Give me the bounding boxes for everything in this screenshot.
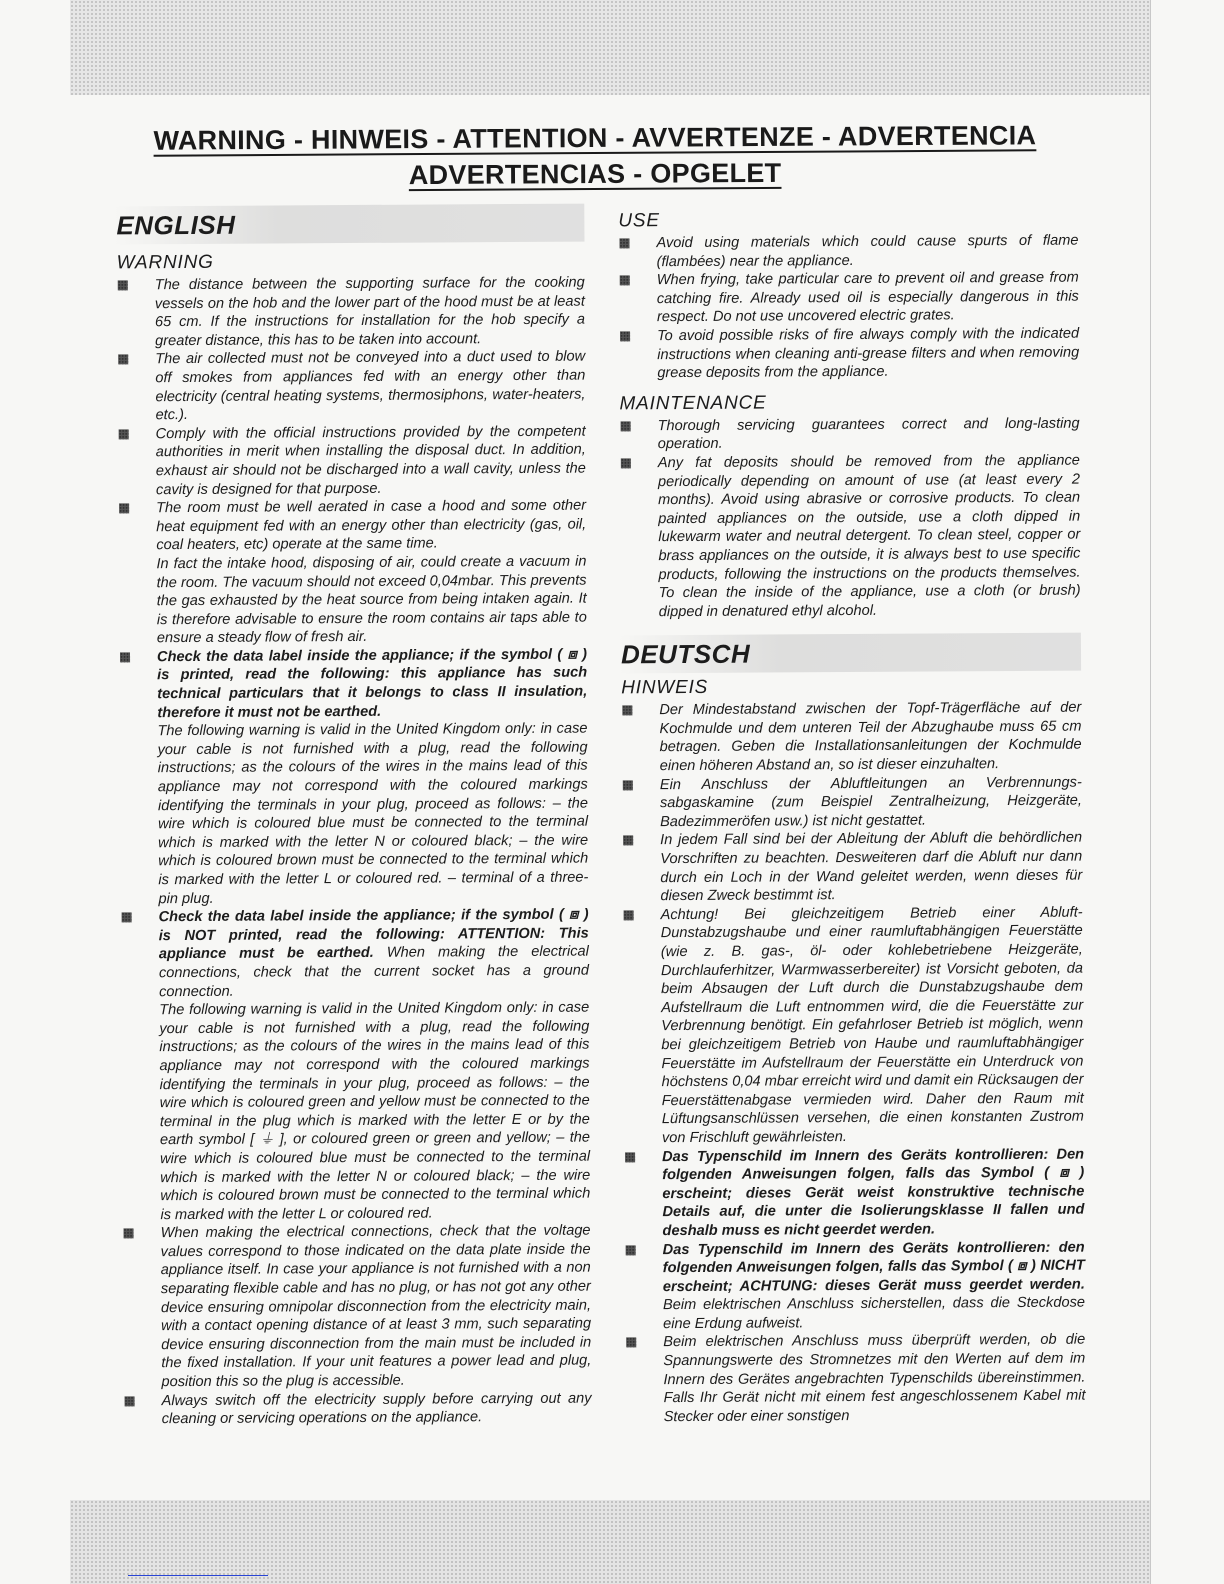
square-bullet-icon bbox=[621, 458, 631, 468]
item-paragraph bbox=[659, 699, 1081, 776]
square-bullet-icon bbox=[120, 652, 130, 662]
list-item bbox=[116, 422, 586, 499]
square-bullet-icon bbox=[122, 913, 132, 923]
square-bullet-icon bbox=[621, 421, 631, 431]
item-text: The distance between the supporting surface for the cooking vessels on the hob and the lower part of the hood must be at least 65 cm. If the instructions for installation for the hob specify a greater distance, this has to be taken into account. bbox=[154, 274, 586, 349]
item-text: Beim elektrischen Anschluss muss überprüft werden, ob die Spannungswerte des Stromnetzes mit den Werten auf dem im Innern des Gerätes angebrachten Typenschilds übereinstimmen. Falls Ihr Gerät nicht mit einem fest angeschlossenem Kabel mit Stecker oder einer sonstigen bbox=[663, 1332, 1086, 1425]
list-item bbox=[119, 906, 591, 1225]
list-item bbox=[616, 232, 1078, 272]
list-item bbox=[618, 414, 1080, 454]
item-text: To avoid possible risks of fire always comply with the indicated instructions when cleaning anti-grease filters and when removing grease deposits from the appliance. bbox=[657, 325, 1080, 382]
item-text: When frying, take particular care to prevent oil and grease from catching fire. Already used oil is especially dangerous in this respect. Do not use uncovered electric grates. bbox=[656, 269, 1079, 326]
list-item bbox=[116, 497, 587, 649]
item-bold-text: Check the data label inside the appliance; if the symbol ( ⧈ ) is printed, read the following: this appliance has such technical particulars that it belongs to class II insulation, therefore it must not be earthed. bbox=[156, 646, 588, 721]
item-text: Avoid using materials which could cause spurts of flame (flambées) near the appliance. bbox=[656, 232, 1079, 270]
square-bullet-icon bbox=[119, 503, 129, 513]
scan-noise-top bbox=[70, 0, 1150, 95]
item-bold-text: Das Typenschild im Innern des Geräts kontrollieren: den folgenden Anweisungen folgen, falls das Symbol ( ⧈ ) NICHT erscheint; ACHTUNG: dieses Gerät muss geerdet werden. bbox=[662, 1239, 1085, 1295]
item-text: When making the electrical connections, check that the voltage values correspond to those indicated on the data plate inside the appliance itself. In case your appliance is not furnished with a non separating flexible cable and has no plug, or has not got any other device ensuring omnipolar disconnection from the electricity main, with a contact opening distance of at least 3 mm, such separating device ensuring disconnection from the main must be included in the fixed installation. If your unit features a power lead and plug, position this so the plug is accessible. bbox=[160, 1222, 592, 1391]
item-text: The room must be well aerated in case a hood and some other heat equipment fed with an energy other than electricity (gas, oil, coal heaters, etc) operate at the same time. bbox=[156, 497, 587, 554]
list-item bbox=[117, 645, 589, 908]
item-paragraph bbox=[658, 414, 1080, 454]
list-item bbox=[122, 1389, 592, 1429]
item-paragraph bbox=[656, 232, 1078, 272]
list-item bbox=[623, 1238, 1086, 1334]
item-text: Comply with the official instructions provided by the competent authorities in merit when installing the disposal duct. In addition, exhaust air should not be discharged into a wall cavity, unless the cavity is designed for that purpose. bbox=[155, 423, 586, 498]
item-paragraph bbox=[662, 1145, 1085, 1241]
page-title bbox=[90, 117, 1100, 195]
list-item bbox=[115, 348, 585, 425]
item-text: In jedem Fall sind bei der Ableitung der Abluft die behördlichen Vorschriften zu beachten. Desweiteren darf die Abluft nur dann durch ein Loch in der Wand geleitet werden, wenn dieses für diesen Zweck bestimmt ist. bbox=[660, 830, 1083, 905]
item-paragraph bbox=[661, 903, 1084, 1147]
page-edge bbox=[1150, 0, 1151, 1584]
square-bullet-icon bbox=[125, 1396, 135, 1406]
square-bullet-icon bbox=[625, 1152, 635, 1162]
item-text: The air collected must not be conveyed into a duct used to blow off smokes from appliances fed with an energy other than electricity (central heating systems, thermosiphons, water-heaters, etc.). bbox=[155, 348, 586, 424]
item-paragraph bbox=[155, 274, 585, 351]
item-bold-text: Check the data label inside the appliance; if the symbol ( ⧈ ) is NOT printed, read the following: ATTENTION: This appliance must be earthed. bbox=[158, 906, 589, 963]
item-text: Ein Anschluss der Abluftleitungen an Verbrennungs-sabgaskamine (zum Beispiel Zentralheizung, Heizgeräte, Badezimmeröfen usw.) ist nicht gestattet. bbox=[659, 774, 1082, 831]
list-item bbox=[617, 325, 1079, 384]
item-paragraph bbox=[657, 325, 1079, 383]
item-text: Der Mindestabstand zwischen der Topf-Trägerfläche auf der Kochmulde und dem unteren Teil der Abzughaube muss 65 cm betragen. Geben die Installationsanleitungen der Kochmulde einen höheren Abstand an, so ist dieser einzuhalten. bbox=[659, 699, 1082, 775]
list-item bbox=[617, 269, 1079, 328]
hinweis-heading: HINWEIS bbox=[621, 677, 709, 699]
item-paragraph-continued: In fact the intake hood, disposing of air, could create a vacuum in the room. The vacuum should not exceed 0,04mbar. This prevents the gas exhausted by the heat source from being intaken again. It is therefore advisable to ensure the room contains air taps able to ensure a steady flow of fresh air. bbox=[156, 553, 587, 647]
item-text: When making the electrical connections, check that the current socket has a ground connection. bbox=[158, 943, 589, 1000]
square-bullet-icon bbox=[622, 706, 632, 716]
square-bullet-icon bbox=[118, 280, 128, 290]
item-paragraph bbox=[660, 773, 1082, 831]
square-bullet-icon bbox=[626, 1338, 636, 1348]
item-paragraph bbox=[155, 348, 585, 425]
square-bullet-icon bbox=[124, 1229, 134, 1239]
item-text: Any fat deposits should be removed from the appliance periodically depending on amount of use (at least every 2 months). Avoid using abrasive or corrosive products. To clean painted appliances on the outside, use a cloth dipped in lukewarm water and neutral detergent. To clean steel, copper or brass appliances on the outside, it is always best to use specific products, following the instructions on the products themselves. To clean the inside of the appliance, use a cloth (or brush) dipped in denatured ethyl alcohol. bbox=[657, 452, 1081, 620]
item-paragraph bbox=[156, 422, 586, 499]
item-text: Beim elektrischen Anschluss sicherstellen, dass die Steckdose eine Erdung aufweist. bbox=[662, 1294, 1086, 1333]
item-text: Achtung! Bei gleichzeitigem Betrieb einer Abluft-Dunstabzugshaube und einer raumluftabhängigen Feuerstätte (wie z. B. gas-, öl- oder kohlebetriebene Heizgeräte, Durchlauferhitzer, Warmwasserbereiter) ist Vorsicht geboten, da beim Absaugen der Luft durch die Dunstabzugshaube dem Aufstellraum die Luft entnommen wird, die die Feuerstätte zur Verbrennung benötigt. Ein gefahrloser Betrieb ist möglich, wenn bei gleichzeitigem Betrieb von Haube und raumluftabhängiger Feuerstätte im Aufstellraum der Feuerstätte ein Unterdruck von höchstens 0,04 mbar erreicht wird und damit ein Rücksaugen der Feuerstättenabgase vermieden wird. Daher den Raum mit Lüftungsanschlüssen versehen, die einen konstanten Zustrom von Frischluft gewährleisten. bbox=[660, 904, 1084, 1147]
title-line-1: WARNING - HINWEIS - ATTENTION - AVVERTENZE - ADVERTENCIA bbox=[153, 120, 1037, 156]
square-bullet-icon bbox=[626, 1245, 636, 1255]
item-paragraph bbox=[663, 1238, 1086, 1334]
warning-heading: WARNING bbox=[116, 251, 214, 274]
use-list bbox=[616, 232, 1079, 384]
square-bullet-icon bbox=[619, 238, 629, 248]
item-paragraph-continued: The following warning is valid in the United Kingdom only: in case your cable is not furnished with a plug, read the following instructions; as the colours of the wires in the mains lead of this appliance may not correspond with the coloured markings identifying the terminals in your plug, proceed as follows: – the wire which is coloured blue must be connected to the terminal which is marked with the letter N or coloured black; – the wire which is coloured brown must be connected to the terminal which is marked with the letter L or coloured red. – terminal of a three-pin plug. bbox=[157, 720, 589, 907]
item-paragraph bbox=[657, 269, 1079, 327]
item-paragraph bbox=[663, 1331, 1086, 1427]
list-item bbox=[622, 1145, 1085, 1241]
list-item bbox=[115, 274, 585, 351]
square-bullet-icon bbox=[623, 780, 633, 790]
item-paragraph bbox=[156, 497, 586, 555]
list-item bbox=[120, 1222, 591, 1392]
title-line-2: ADVERTENCIAS - OPGELET bbox=[408, 157, 782, 191]
maintenance-list bbox=[618, 414, 1081, 621]
scan-noise-bottom bbox=[70, 1500, 1150, 1584]
deutsch-heading: DEUTSCH bbox=[619, 633, 1081, 674]
column-right bbox=[616, 204, 1085, 1427]
item-paragraph bbox=[660, 829, 1082, 906]
item-paragraph bbox=[160, 1222, 591, 1392]
item-paragraph bbox=[159, 906, 590, 1002]
item-bold-text: Das Typenschild im Innern des Geräts kontrollieren: Den folgenden Anweisungen folgen, falls das Symbol ( ⧈ ) erscheint; dieses Gerät weist konstruktive technische Details auf, die unter die Isolierungsklasse II fallen und deshalb muss es nicht geerdet werden. bbox=[662, 1146, 1085, 1240]
item-paragraph-continued: The following warning is valid in the United Kingdom only: in case your cable is not furnished with a plug, read the following instructions; as the colours of the wires in the mains lead of this appliance may not correspond with the coloured markings identifying the terminals in your plug, proceed as follows: – the wire which is coloured green and yellow must be connected to the terminal in the plug which is marked with the letter E or by the earth symbol [ ⏚ ], or coloured green or green and yellow; – the wire which is coloured blue must be connected to the terminal which is marked with the letter N or coloured black; – the wire which is coloured brown must be connected to the terminal which is marked with the letter L or coloured red. bbox=[159, 999, 591, 1223]
square-bullet-icon bbox=[118, 355, 128, 365]
list-item bbox=[618, 452, 1081, 622]
item-paragraph bbox=[162, 1389, 592, 1429]
list-item bbox=[620, 773, 1082, 832]
item-paragraph bbox=[157, 645, 587, 722]
square-bullet-icon bbox=[620, 276, 630, 286]
square-bullet-icon bbox=[620, 331, 630, 341]
square-bullet-icon bbox=[623, 836, 633, 846]
item-paragraph bbox=[658, 452, 1081, 622]
list-item bbox=[623, 1331, 1086, 1427]
use-heading: USE bbox=[618, 210, 660, 232]
footer-link-line bbox=[128, 1575, 268, 1576]
square-bullet-icon bbox=[119, 429, 129, 439]
item-text: Always switch off the electricity supply before carrying out any cleaning or servicing operations on the appliance. bbox=[161, 1390, 592, 1428]
warning-list bbox=[115, 274, 592, 1430]
hinweis-list bbox=[619, 699, 1085, 1427]
list-item bbox=[620, 829, 1082, 906]
english-heading: ENGLISH bbox=[114, 204, 584, 245]
list-item bbox=[621, 903, 1084, 1148]
square-bullet-icon bbox=[624, 910, 634, 920]
column-english bbox=[114, 204, 591, 1430]
maintenance-heading: MAINTENANCE bbox=[619, 392, 767, 415]
list-item bbox=[619, 699, 1081, 776]
item-text: Thorough servicing guarantees correct and long-lasting operation. bbox=[657, 415, 1080, 453]
